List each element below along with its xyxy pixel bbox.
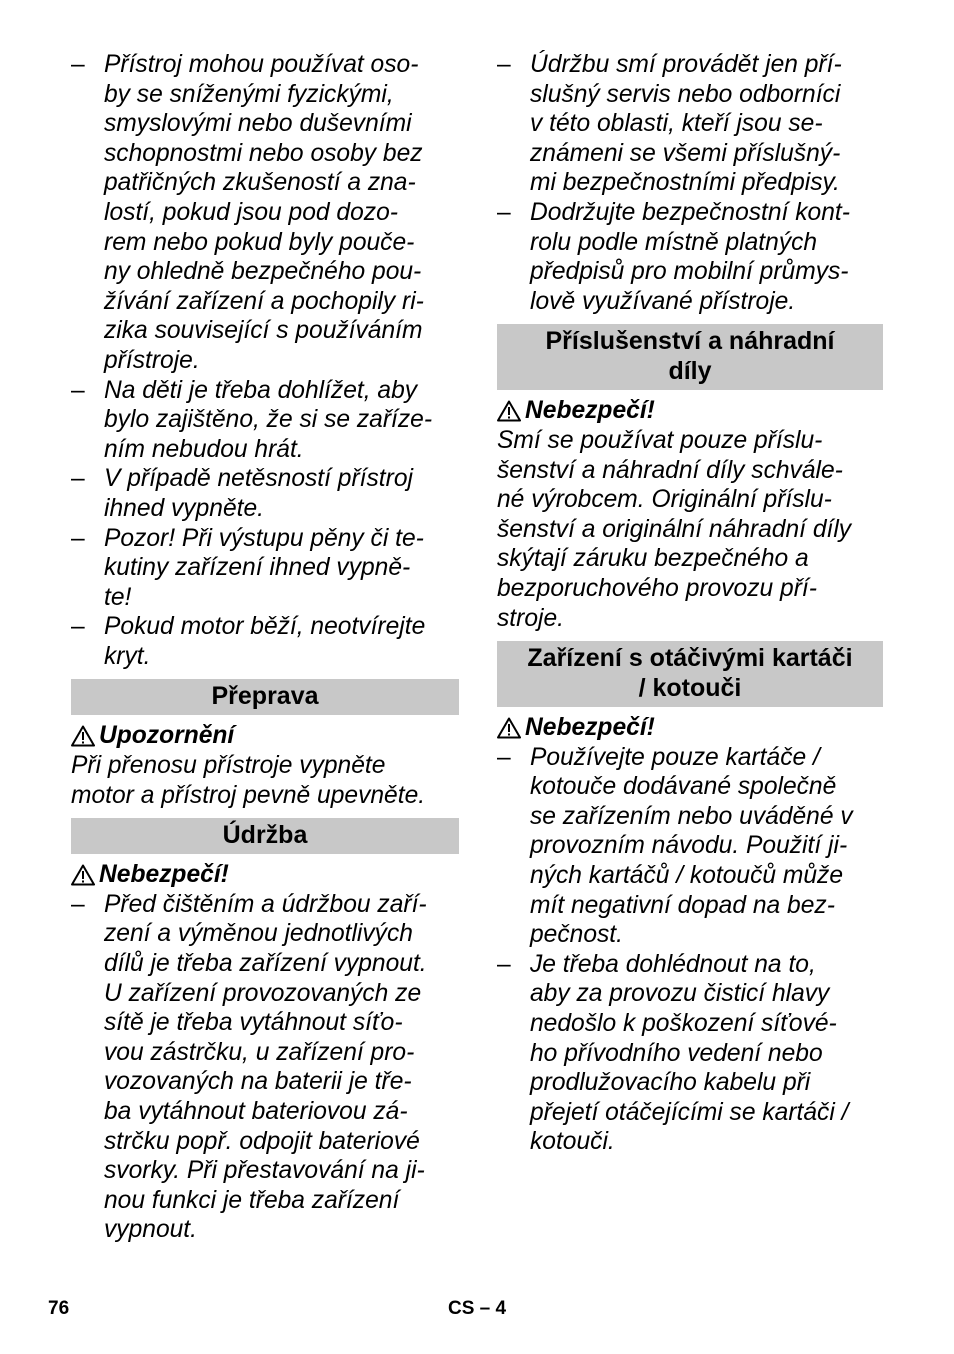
warning-triangle-icon	[71, 864, 95, 886]
list-item-text: Před čištěním a údržbou zaří- zení a výměnou jednotlivých dílů je třeba zařízení vypnout. U zařízení provozovaných ze sítě je třeba vytáhnout síťo- vou zástrčku, u zařízení pro- vozovaných na baterii je tře- ba vytáhnout bateriovou zá- strčku popř. odpojit bateriové svorky. Při přestavování na ji- nou funkci je třeba zařízení vypnout.	[104, 890, 427, 1244]
list-item-text: Používejte pouze kartáče / kotouče dodávané společně se zařízením nebo uváděné v provozním návodu. Použití ji- ných kartáčů / kotoučů může mít negativní dopad na bez- pečnost.	[530, 743, 853, 949]
transport-paragraph: Při přenosu přístroje vypněte motor a přístroj pevně upevněte.	[71, 752, 426, 809]
list-dash: –	[497, 198, 511, 226]
list-item	[497, 198, 883, 316]
right-column	[497, 50, 883, 1157]
left-column	[71, 50, 459, 1245]
list-item-text: Přístroj mohou používat oso- by se sníženými fyzickými, smyslovými nebo duševními schopnostmi nebo osoby bez patřičných zkušeností a zna- lostí, pokud jsou pod dozo- rem nebo pokud byly pouče- ny ohledně bezpečného pou- žívání zařízení a pochopily ri- zika související s používáním přístroje.	[104, 51, 424, 374]
list-item-text: Údržbu smí provádět jen pří- slušný servis nebo odborníci v této oblasti, kteří jsou se- známeni se všemi příslušný- mi bezpečnostními předpisy.	[530, 51, 842, 197]
list-item-text: Dodržujte bezpečnostní kont- rolu podle místně platných předpisů pro mobilní průmys- lově využívané přístroje.	[530, 198, 850, 315]
list-item	[497, 50, 883, 198]
section-heading-transport: Přeprava	[71, 679, 459, 715]
list-item	[71, 524, 459, 613]
warning-label	[497, 713, 883, 743]
list-item	[71, 612, 459, 671]
list-dash: –	[71, 465, 85, 493]
list-item	[71, 464, 459, 523]
list-dash: –	[71, 890, 85, 918]
list-dash: –	[71, 613, 85, 641]
list-item	[497, 743, 883, 950]
warning-label	[71, 721, 459, 751]
warning-triangle-icon	[71, 725, 95, 747]
list-item	[71, 50, 459, 376]
warning-triangle-icon	[497, 400, 521, 422]
list-dash: –	[497, 950, 511, 978]
section-heading-accessories: Příslušenství a náhradní díly	[497, 324, 883, 390]
section-heading-brushes: Zařízení s otáčivými kartáči / kotouči	[497, 641, 883, 707]
warning-text: Nebezpečí!	[525, 397, 655, 425]
warning-label	[71, 860, 459, 890]
list-item-text: Pozor! Při výstupu pěny či te- kutiny zařízení ihned vypně- te!	[104, 524, 424, 611]
warning-text: Nebezpečí!	[99, 861, 229, 889]
list-item	[71, 376, 459, 465]
list-item-text: V případě netěsností přístroj ihned vypněte.	[104, 465, 413, 522]
list-item-text: Je třeba dohlédnout na to, aby za provozu čisticí hlavy nedošlo k poškození síťové- ho přívodního vedení nebo prodlužovacího kabelu při přejetí otáčejícími se kartáči / kotouči.	[530, 950, 849, 1156]
list-dash: –	[71, 524, 85, 552]
page-number: 76	[48, 1298, 70, 1319]
list-dash: –	[71, 51, 85, 78]
list-dash: –	[71, 376, 85, 404]
warning-triangle-icon	[497, 717, 521, 739]
warning-text: Nebezpečí!	[525, 714, 655, 742]
accessories-paragraph: Smí se používat pouze příslu- šenství a náhradní díly schvále- né výrobcem. Originální příslu- šenství a originální náhradní díly skýtají záruku bezpečného a bezporuchového provozu pří- stroje.	[497, 426, 852, 632]
list-item	[71, 890, 459, 1245]
list-item-text: Pokud motor běží, neotvírejte kryt.	[104, 613, 426, 670]
warning-text: Upozornění	[99, 722, 235, 750]
section-heading-maintenance: Údržba	[71, 818, 459, 854]
list-item-text: Na děti je třeba dohlížet, aby bylo zajištěno, že si se zaříze- ním nebudou hrát.	[104, 376, 433, 463]
list-dash: –	[497, 743, 511, 771]
list-dash: –	[497, 51, 511, 78]
section-label: CS – 4	[448, 1298, 507, 1319]
warning-label	[497, 396, 883, 426]
list-item	[497, 950, 883, 1157]
